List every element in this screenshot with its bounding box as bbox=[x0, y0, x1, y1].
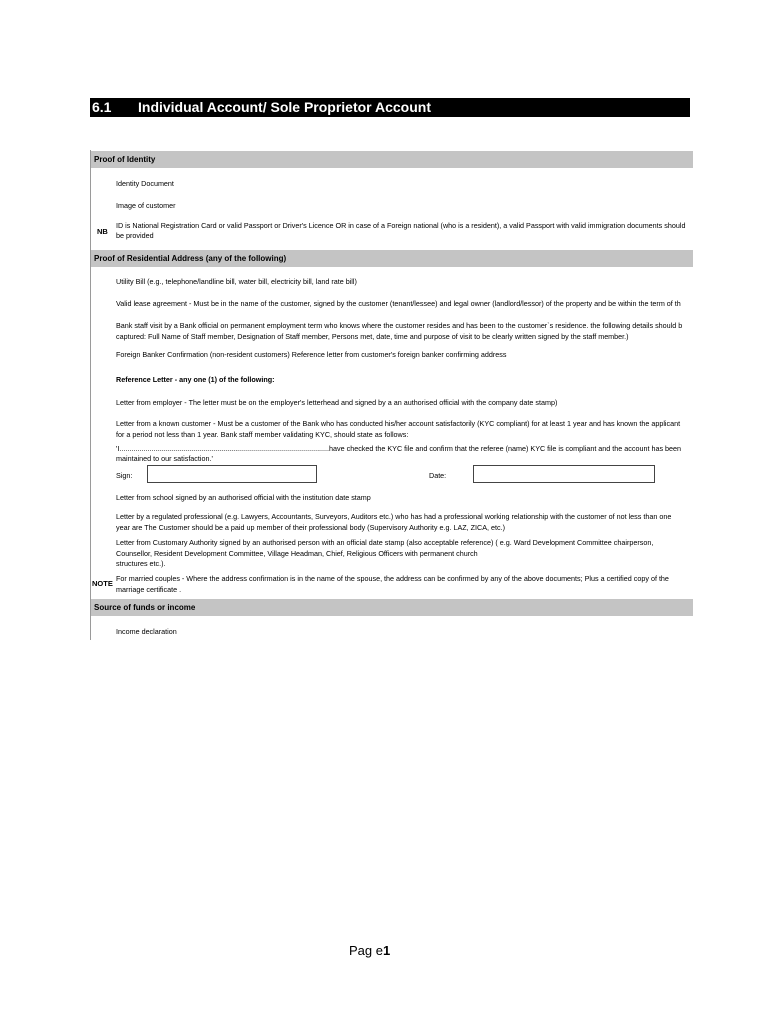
professional-letter-line-2: year are The Customer should be a paid up member of their professional body (Supervisory Authority e.g. LAZ, ZICA, etc.) bbox=[116, 523, 505, 532]
nb-tag: NB bbox=[97, 227, 108, 236]
image-of-customer-item: Image of customer bbox=[116, 201, 176, 210]
known-customer-line-1: Letter from a known customer - Must be a customer of the Bank who has conducted his/her account satisfactorily (KYC compliant) for at least 1 year and has known the applicant bbox=[116, 419, 681, 428]
sign-label: Sign: bbox=[116, 471, 133, 480]
income-declaration-item: Income declaration bbox=[116, 627, 177, 636]
bank-visit-line-1: Bank staff visit by a Bank official on permanent employment term who knows where the customer resides and has been to the customer`s residence. the following details should b bbox=[116, 321, 683, 330]
school-letter-item: Letter from school signed by an authorised official with the institution date stamp bbox=[116, 493, 371, 502]
identity-document-item: Identity Document bbox=[116, 179, 174, 188]
date-field[interactable] bbox=[473, 465, 655, 483]
section-number: 6.1 bbox=[92, 99, 112, 115]
customary-letter-line-2: Counsellor, Resident Development Committee, Village Headman, Chief, Religious Officers with permanent church bbox=[116, 549, 478, 558]
page-label: Pag e bbox=[349, 943, 383, 958]
note-line-1: For married couples - Where the address confirmation is in the name of the spouse, the address can be confirmed by any of the above documents; Plus a certified copy of the bbox=[116, 574, 669, 583]
proof-of-identity-heading: Proof of Identity bbox=[91, 151, 693, 168]
page-footer bbox=[349, 942, 390, 960]
employer-letter-item: Letter from employer - The letter must be on the employer's letterhead and signed by a an authorised official with the company date stamp) bbox=[116, 398, 558, 407]
lease-agreement-item: Valid lease agreement - Must be in the name of the customer, signed by the customer (tenant/lessee) and legal owner (landlord/lessor) of the property and be within the term of th bbox=[116, 299, 681, 308]
note-tag: NOTE bbox=[92, 579, 113, 588]
note-line-2: marriage certificate . bbox=[116, 585, 182, 594]
known-customer-line-2: for a period not less than 1 year. Bank staff member validating KYC, should state as follows: bbox=[116, 430, 409, 439]
kyc-requirements-table bbox=[90, 150, 693, 640]
customary-letter-line-1: Letter from Customary Authority signed by an authorised person with an official date stamp (also acceptable reference) ( e.g. Ward Development Committee chairperson, bbox=[116, 538, 654, 547]
sign-field[interactable] bbox=[147, 465, 317, 483]
section-title-bar bbox=[90, 98, 690, 117]
bank-visit-line-2: captured: Full Name of Staff member, Designation of Staff member, Persons met, date, time and purpose of visit to be clearly written signed by the staff member.) bbox=[116, 332, 629, 341]
kyc-quote-line-2: maintained to our satisfaction.' bbox=[116, 454, 213, 463]
proof-of-address-heading: Proof of Residential Address (any of the following) bbox=[91, 250, 693, 267]
utility-bill-item: Utility Bill (e.g., telephone/landline bill, water bill, electricity bill, land rate bill) bbox=[116, 277, 357, 286]
customary-letter-line-3: structures etc.). bbox=[116, 559, 166, 568]
source-of-funds-heading: Source of funds or income bbox=[91, 599, 693, 616]
nb-text: ID is National Registration Card or valid Passport or Driver's Licence OR in case of a Foreign national (who is a resident), a valid Passport with valid immigration documents should be provided bbox=[116, 221, 686, 240]
date-label: Date: bbox=[429, 471, 447, 480]
kyc-quote-line-1: 'I.........................................................................................................have checked the KYC file and confirm that the referee (name) KYC file is compliant and the account has been bbox=[116, 444, 682, 453]
professional-letter-line-1: Letter by a regulated professional (e.g. Lawyers, Accountants, Surveyors, Auditors etc.) who has had a professional working relationship with the customer of not less than one bbox=[116, 512, 672, 521]
page-number: 1 bbox=[382, 943, 391, 958]
section-title: Individual Account/ Sole Proprietor Account bbox=[138, 99, 431, 115]
foreign-banker-item: Foreign Banker Confirmation (non-resident customers) Reference letter from customer's foreign banker confirming address bbox=[116, 350, 507, 359]
reference-letter-heading: Reference Letter - any one (1) of the following: bbox=[116, 375, 275, 384]
